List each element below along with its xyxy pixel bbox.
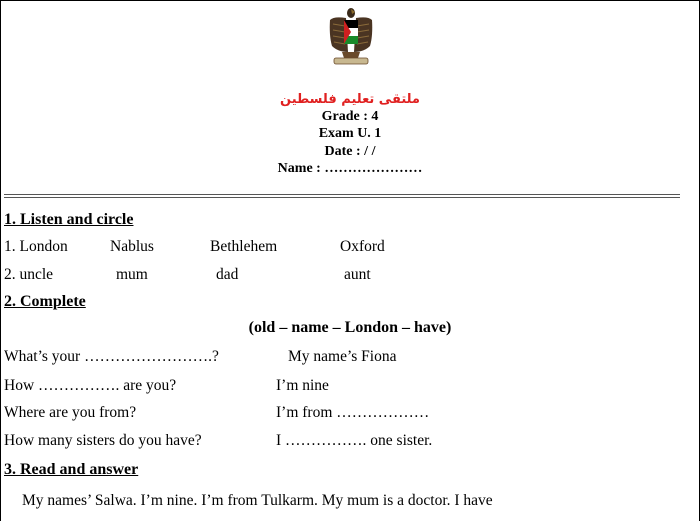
exam-label: Exam U. 1 bbox=[318, 126, 382, 141]
section-3-title: 3. Read and answer bbox=[4, 461, 139, 478]
answer-text[interactable]: I’m from ……………… bbox=[276, 404, 430, 421]
double-separator bbox=[4, 194, 680, 198]
choice-dad[interactable]: dad bbox=[216, 266, 239, 283]
choice-nablus[interactable]: Nablus bbox=[110, 238, 154, 255]
choice-oxford[interactable]: Oxford bbox=[340, 238, 385, 255]
question-text: How many sisters do you have? bbox=[4, 432, 202, 449]
name-label: Name : ………………… bbox=[277, 161, 423, 176]
answer-text: My name’s Fiona bbox=[288, 348, 397, 365]
arabic-title: ملتقى تعليم فلسطين bbox=[280, 92, 420, 107]
complete-line-1 bbox=[4, 348, 694, 368]
date-label: Date : / / bbox=[324, 144, 376, 159]
choice-london[interactable]: 1. London bbox=[4, 238, 68, 255]
question-text[interactable]: What’s your …………………….? bbox=[4, 348, 219, 365]
complete-line-2 bbox=[4, 377, 694, 397]
choice-bethlehem[interactable]: Bethlehem bbox=[210, 238, 278, 255]
complete-line-4 bbox=[4, 432, 694, 452]
complete-line-3 bbox=[4, 404, 694, 424]
choice-uncle[interactable]: 2. uncle bbox=[4, 266, 54, 283]
section-1-title: 1. Listen and circle bbox=[4, 211, 134, 228]
grade-label: Grade : 4 bbox=[321, 109, 379, 124]
answer-text: I’m nine bbox=[276, 377, 329, 394]
answer-text[interactable]: I ……………. one sister. bbox=[276, 432, 433, 449]
word-bank: (old – name – London – have) bbox=[248, 319, 452, 336]
question-text[interactable]: How ……………. are you? bbox=[4, 377, 177, 394]
section-2-title: 2. Complete bbox=[4, 293, 86, 310]
choice-mum[interactable]: mum bbox=[116, 266, 148, 283]
question-text: Where are you from? bbox=[4, 404, 137, 421]
palestine-eagle-emblem bbox=[328, 6, 374, 66]
listen-row-1 bbox=[4, 238, 694, 258]
reading-paragraph: My names’ Salwa. I’m nine. I’m from Tulkarm. My mum is a doctor. I have bbox=[22, 492, 493, 509]
listen-row-2 bbox=[4, 266, 694, 286]
choice-aunt[interactable]: aunt bbox=[344, 266, 371, 283]
